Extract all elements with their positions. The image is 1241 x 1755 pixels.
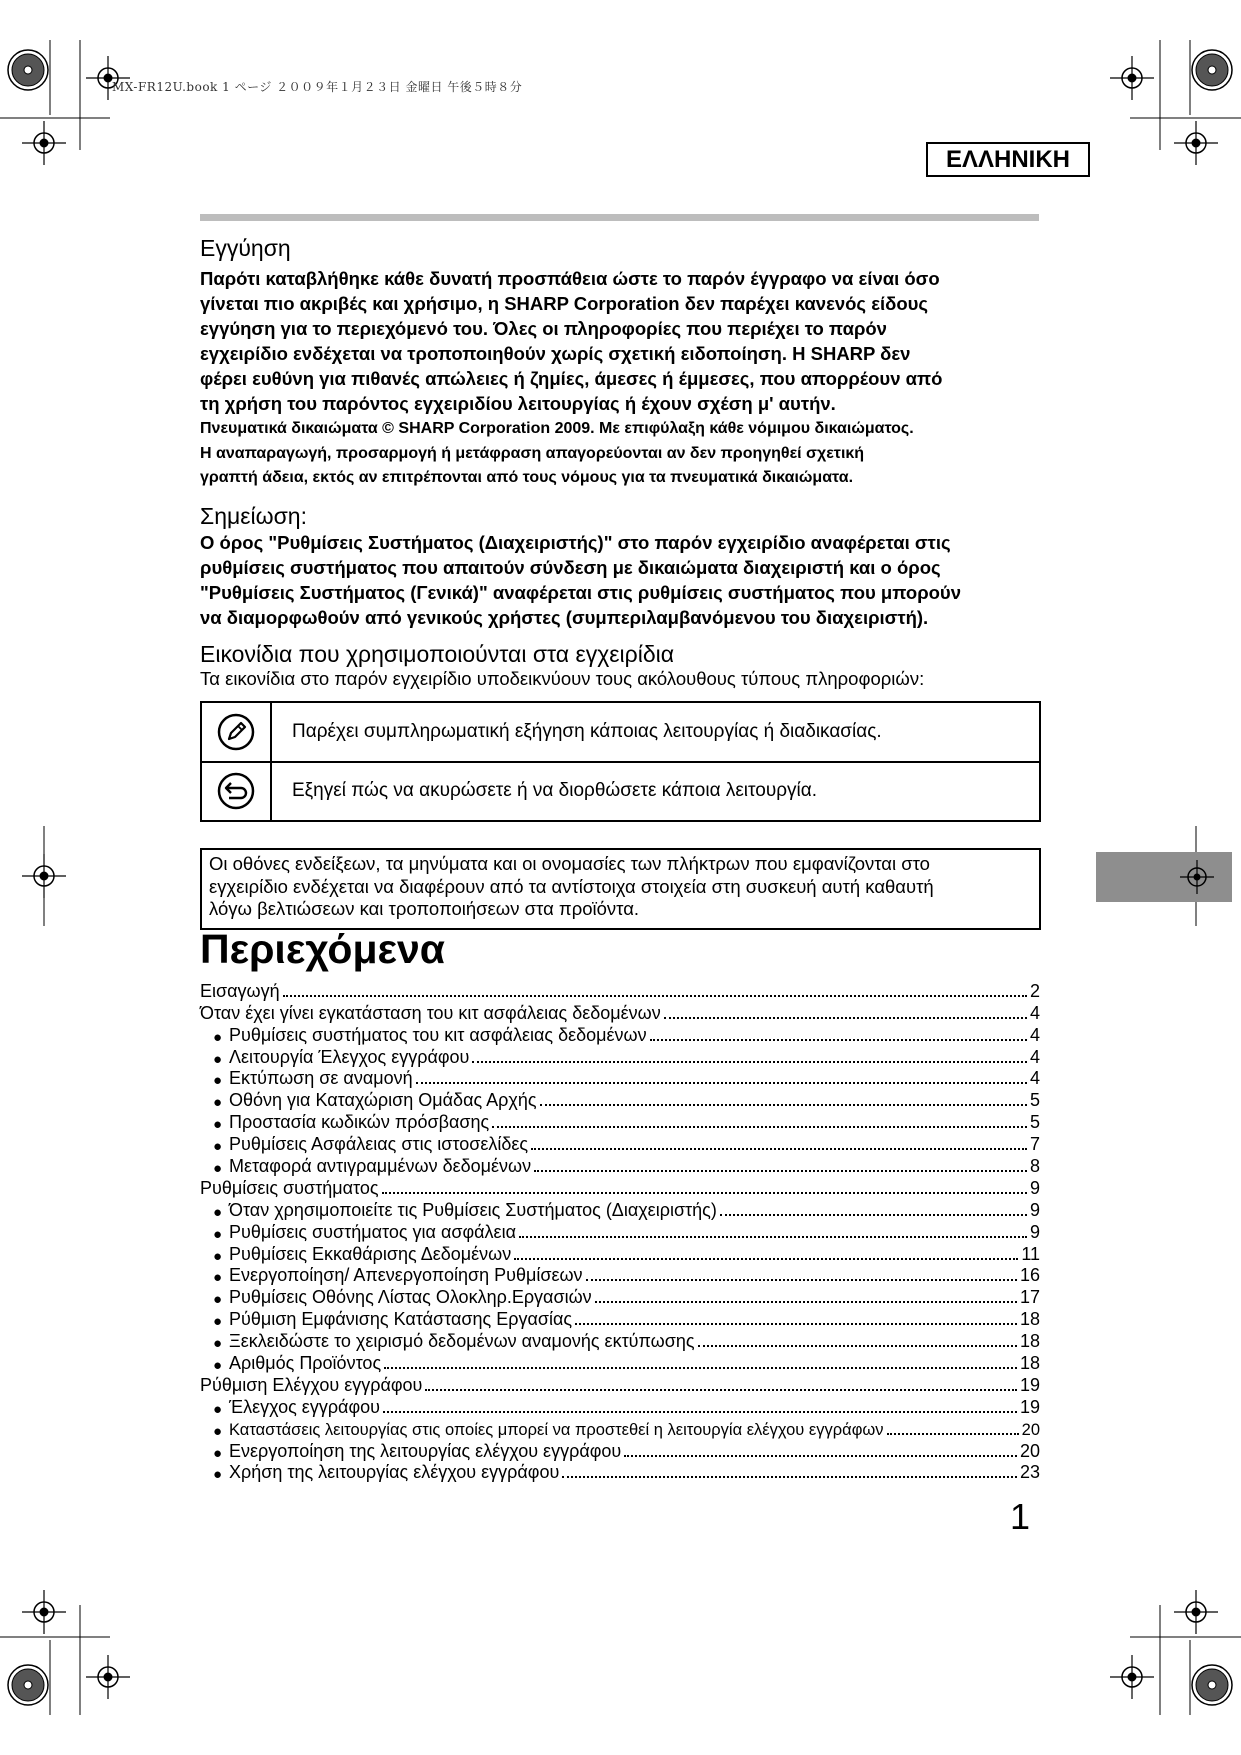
toc-entry[interactable] [200, 1068, 1040, 1090]
toc-entry-page: 17 [1019, 1287, 1040, 1308]
registration-mark-icon [1110, 1655, 1154, 1699]
toc-leader-dots [472, 1061, 1027, 1063]
toc-entry-page: 23 [1019, 1462, 1040, 1483]
language-label: ΕΛΛΗΝΙΚΗ [926, 142, 1090, 177]
toc-entry-label: Ρυθμίσεις συστήματος [200, 1177, 379, 1198]
note-text [200, 530, 1039, 630]
toc-entry-page: 2 [1029, 980, 1040, 1001]
toc-entry[interactable] [200, 1133, 1040, 1155]
toc-entry-page: 18 [1019, 1353, 1040, 1374]
toc-entry-label: Έλεγχος εγγράφου [229, 1396, 380, 1417]
toc-leader-dots [540, 1104, 1027, 1106]
bullet-icon: ● [213, 1028, 223, 1046]
toc-entry-label: Χρήση της λειτουργίας ελέγχου εγγράφου [229, 1462, 560, 1483]
page-number: 1 [1010, 1496, 1031, 1537]
toc-entry-label: Προστασία κωδικών πρόσβασης [229, 1112, 490, 1133]
toc-entry-page: 7 [1029, 1134, 1040, 1155]
toc-entry-label: Ρυθμίσεις συστήματος του κιτ ασφάλειας δεδομένων [229, 1024, 647, 1045]
registration-mark-icon [86, 1655, 130, 1699]
toc-entry-page: 16 [1019, 1265, 1040, 1286]
toc-entry-label: Ρύθμιση Ελέγχου εγγράφου [200, 1374, 423, 1395]
toc-entry-label: Αριθμός Προϊόντος [229, 1353, 382, 1374]
icon-legend-row [202, 703, 1039, 763]
toc-leader-dots [383, 1411, 1017, 1413]
bullet-icon: ● [213, 1357, 223, 1375]
toc-entry[interactable] [200, 1111, 1040, 1133]
bullet-icon: ● [213, 1050, 223, 1068]
toc-entry[interactable] [200, 1286, 1040, 1308]
toc-entry-page: 19 [1019, 1396, 1040, 1417]
toc-entry-page: 9 [1029, 1177, 1040, 1198]
toc-entry[interactable] [200, 1243, 1040, 1265]
toc-entry-page: 9 [1029, 1199, 1040, 1220]
toc-entry[interactable] [200, 1440, 1040, 1462]
toc-entry-label: Μεταφορά αντιγραμμένων δεδομένων [229, 1156, 532, 1177]
copyright-line: γραπτή άδεια, εκτός αν επιτρέπονται από τους νόμους για τα πνευματικά δικαιώματα. [200, 469, 854, 486]
toc-entry-label: Όταν έχει γίνει εγκατάσταση του κιτ ασφάλειας δεδομένων [200, 1002, 661, 1023]
toc-entry-page: 4 [1029, 1068, 1040, 1089]
warranty-line: εγχειρίδιο ενδέχεται να τροποποιηθούν χωρίς σχετική ειδοποίηση. Η SHARP δεν [200, 343, 911, 364]
bullet-icon: ● [213, 1422, 223, 1440]
toc-entry-page: 4 [1029, 1024, 1040, 1045]
bullet-icon: ● [213, 1335, 223, 1353]
star-mark-icon [8, 50, 48, 90]
toc-entry-page: 20 [1019, 1440, 1040, 1461]
toc-entry-page: 19 [1019, 1374, 1040, 1395]
toc-entry-label: Λειτουργία Έλεγχος εγγράφου [229, 1046, 470, 1067]
display-notice [200, 848, 1041, 930]
toc-leader-dots [425, 1389, 1017, 1391]
toc-leader-dots [887, 1433, 1019, 1435]
toc-leader-dots [650, 1039, 1027, 1041]
notice-line: εγχειρίδιο ενδέχεται να διαφέρουν από τα αντίστοιχα στοιχεία στη συσκευή αυτή καθαυτή [209, 875, 934, 897]
bullet-icon: ● [213, 1444, 223, 1462]
toc-entry-label: Ρυθμίσεις Οθόνης Λίστας Ολοκληρ.Εργασιών [229, 1287, 592, 1308]
toc-leader-dots [562, 1476, 1017, 1478]
icon-legend-text: Παρέχει συμπληρωματική εξήγηση κάποιας λειτουργίας ή διαδικασίας. [292, 721, 882, 742]
star-mark-icon [1192, 1665, 1232, 1705]
note-line: να διαμορφωθούν από γενικούς χρήστες (συμπεριλαμβανόμενου του διαχειριστή). [200, 607, 929, 628]
icon-legend-table [200, 701, 1041, 822]
toc-entry[interactable] [200, 1462, 1040, 1484]
toc-entry[interactable] [200, 1352, 1040, 1374]
registration-mark-icon [1180, 860, 1214, 894]
warranty-line: γίνεται πιο ακριβές και χρήσιμο, η SHARP Corporation δεν παρέχει κανενός είδους [200, 293, 929, 314]
registration-mark-icon [1174, 121, 1218, 165]
bullet-icon: ● [213, 1094, 223, 1112]
star-mark-icon [1192, 50, 1232, 90]
toc-leader-dots [531, 1148, 1027, 1150]
note-line: ρυθμίσεις συστήματος που απαιτούν σύνδεση με δικαιώματα διαχειριστή και ο όρος [200, 557, 941, 578]
bullet-icon: ● [213, 1116, 223, 1134]
toc-entry-label: Όταν χρησιμοποιείτε τις Ρυθμίσεις Συστήματος (Διαχειριστής) [229, 1199, 717, 1220]
toc-entry[interactable] [200, 1330, 1040, 1352]
toc-leader-dots [595, 1301, 1017, 1303]
bullet-icon: ● [213, 1225, 223, 1243]
bullet-icon: ● [213, 1313, 223, 1331]
toc-entry-page: 5 [1029, 1090, 1040, 1111]
toc-leader-dots [283, 995, 1027, 997]
icon-legend-row [202, 762, 1039, 820]
toc-leader-dots [586, 1279, 1017, 1281]
toc-entry[interactable] [200, 1089, 1040, 1111]
toc-leader-dots [384, 1367, 1017, 1369]
icons-intro: Τα εικονίδια στο παρόν εγχειρίδιο υποδεικνύουν τους ακόλουθους τύπους πληροφοριών: [200, 668, 925, 689]
toc-entry-page: 9 [1029, 1221, 1040, 1242]
bullet-icon: ● [213, 1269, 223, 1287]
bullet-icon: ● [213, 1247, 223, 1265]
star-mark-icon [8, 1665, 48, 1705]
toc-entry-label: Εκτύπωση σε αναμονή [229, 1068, 413, 1089]
contents-title: Περιεχόμενα [200, 926, 445, 972]
registration-mark-icon [1110, 56, 1154, 100]
bullet-icon: ● [213, 1138, 223, 1156]
note-line: "Ρυθμίσεις Συστήματος (Γενικά)" αναφέρεται στις ρυθμίσεις συστήματος που μπορούν [200, 582, 961, 603]
undo-arrow-icon [216, 771, 256, 811]
toc-entry-label: Ξεκλειδώστε το χειρισμό δεδομένων αναμονής εκτύπωσης [229, 1331, 695, 1352]
toc-entry[interactable] [200, 1221, 1040, 1243]
warranty-line: τη χρήση του παρόντος εγχειριδίου λειτουργίας ή έχουν σχέση μ' αυτήν. [200, 393, 836, 414]
warranty-heading: Εγγύηση [200, 235, 291, 261]
notice-line: Οι οθόνες ενδείξεων, τα μηνύματα και οι ονομασίες των πλήκτρων που εμφανίζονται στο [209, 853, 930, 874]
toc-entry-page: 18 [1019, 1309, 1040, 1330]
toc-entry-label: Ρυθμίσεις Ασφάλειας στις ιστοσελίδες [229, 1134, 529, 1155]
registration-mark-icon [1174, 1590, 1218, 1634]
registration-mark-icon [22, 1590, 66, 1634]
print-header: MX-FR12U.book 1 ページ ２００９年１月２３日 金曜日 午後５時８分 [112, 80, 523, 94]
pencil-note-icon [216, 712, 256, 752]
icons-heading: Εικονίδια που χρησιμοποιούνται στα εγχειρίδια [200, 641, 675, 667]
toc-leader-dots [624, 1455, 1017, 1457]
toc-entry-page: 8 [1029, 1156, 1040, 1177]
bullet-icon: ● [213, 1160, 223, 1178]
toc-entry[interactable] [200, 980, 1040, 1002]
toc-entry[interactable] [200, 1002, 1040, 1024]
toc-leader-dots [382, 1192, 1027, 1194]
toc-entry-label: Ενεργοποίηση/ Απενεργοποίηση Ρυθμίσεων [229, 1265, 583, 1286]
warranty-text [200, 266, 1039, 416]
icon-legend-text: Εξηγεί πώς να ακυρώσετε ή να διορθώσετε κάποια λειτουργία. [292, 780, 818, 801]
toc-entry-label: Καταστάσεις λειτουργίας στις οποίες μπορεί να προστεθεί η λειτουργία ελέγχου εγγράφων [229, 1420, 884, 1439]
toc-entry-page: 18 [1019, 1331, 1040, 1352]
toc-entry-page: 5 [1029, 1112, 1040, 1133]
toc-leader-dots [575, 1323, 1017, 1325]
toc-leader-dots [534, 1170, 1027, 1172]
toc-entry-label: Ρυθμίσεις Εκκαθάρισης Δεδομένων [229, 1243, 512, 1264]
toc-entry[interactable] [200, 1046, 1040, 1068]
registration-mark-icon [22, 121, 66, 165]
toc-entry[interactable] [200, 1155, 1040, 1177]
toc-entry-label: Ρύθμιση Εμφάνισης Κατάστασης Εργασίας [229, 1309, 573, 1330]
toc-leader-dots [698, 1345, 1017, 1347]
copyright-line: Πνευματικά δικαιώματα © SHARP Corporation 2009. Με επιφύλαξη κάθε νόμιμου δικαιώματος. [200, 420, 914, 437]
toc-entry-label: Οθόνη για Καταχώριση Ομάδας Αρχής [229, 1090, 537, 1111]
toc-entry[interactable] [200, 1396, 1040, 1418]
bullet-icon: ● [213, 1072, 223, 1090]
copyright-line: Η αναπαραγωγή, προσαρμογή ή μετάφραση απαγορεύονται αν δεν προηγηθεί σχετική [200, 444, 865, 462]
table-of-contents [200, 980, 1040, 1483]
toc-entry-page: 4 [1029, 1046, 1040, 1067]
toc-entry-page: 11 [1021, 1243, 1040, 1264]
toc-entry[interactable] [200, 1308, 1040, 1330]
toc-entry-label: Ενεργοποίηση της λειτουργίας ελέγχου εγγράφου [229, 1440, 622, 1461]
toc-leader-dots [416, 1082, 1027, 1084]
toc-leader-dots [664, 1017, 1027, 1019]
note-line: Ο όρος "Ρυθμίσεις Συστήματος (Διαχειριστής)" στο παρόν εγχειρίδιο αναφέρεται στις [200, 532, 951, 553]
toc-entry-label: Εισαγωγή [200, 980, 280, 1001]
toc-entry[interactable] [200, 1024, 1040, 1046]
warranty-line: φέρει ευθύνη για πιθανές απώλειες ή ζημίες, άμεσες ή έμμεσες, που απορρέουν από [200, 368, 943, 389]
copyright-text [200, 417, 1039, 491]
note-heading: Σημείωση: [200, 503, 307, 529]
notice-line: λόγω βελτιώσεων και τροποποιήσεων στα προϊόντα. [209, 898, 640, 919]
warranty-line: Παρότι καταβλήθηκε κάθε δυνατή προσπάθεια ώστε το παρόν έγγραφο να είναι όσο [200, 268, 940, 289]
bullet-icon: ● [213, 1203, 223, 1221]
section-divider [200, 214, 1039, 221]
bullet-icon: ● [213, 1291, 223, 1309]
toc-entry-label: Ρυθμίσεις συστήματος για ασφάλεια [229, 1221, 516, 1242]
bullet-icon: ● [213, 1400, 223, 1418]
toc-leader-dots [519, 1236, 1027, 1238]
toc-entry[interactable] [200, 1177, 1040, 1199]
toc-entry-page: 20 [1021, 1420, 1040, 1439]
toc-entry[interactable] [200, 1374, 1040, 1396]
toc-entry[interactable] [200, 1265, 1040, 1287]
bullet-icon: ● [213, 1466, 223, 1484]
warranty-line: εγγύηση για το περιεχόμενό του. Όλες οι πληροφορίες που περιέχει το παρόν [200, 318, 887, 339]
toc-leader-dots [720, 1214, 1027, 1216]
toc-leader-dots [514, 1258, 1018, 1260]
toc-entry-page: 4 [1029, 1002, 1040, 1023]
toc-entry[interactable] [200, 1199, 1040, 1221]
toc-entry[interactable] [200, 1418, 1040, 1440]
toc-leader-dots [492, 1126, 1027, 1128]
